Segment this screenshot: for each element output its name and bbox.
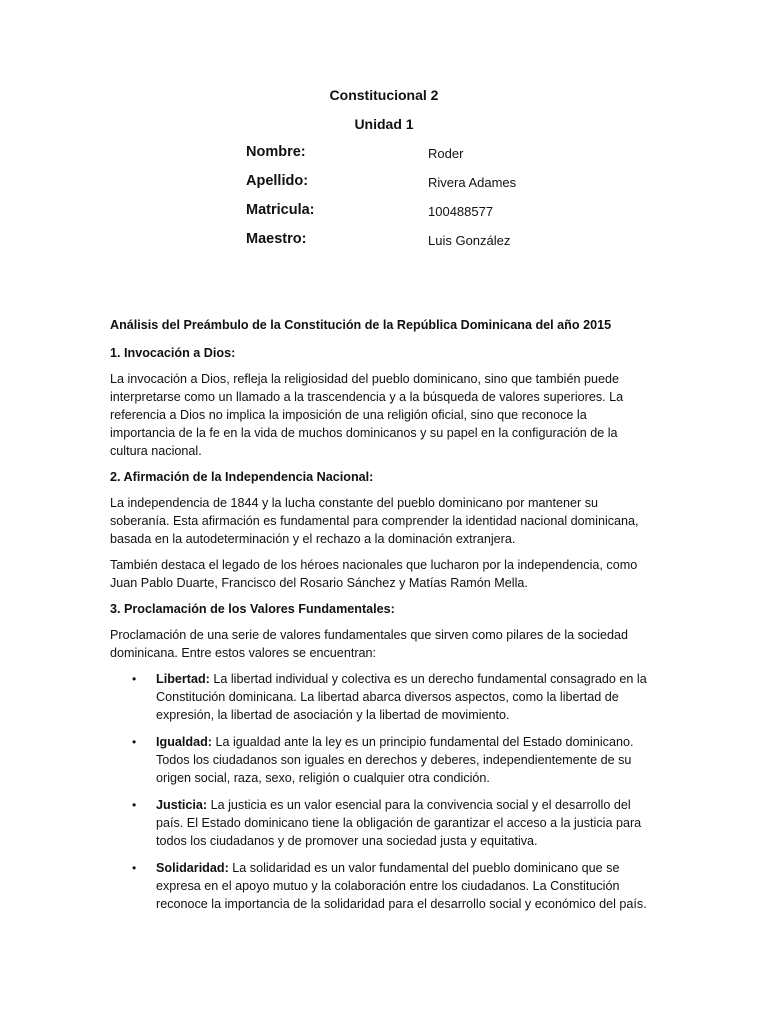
info-value: Roder xyxy=(428,146,464,161)
section-heading-independencia: 2. Afirmación de la Independencia Nacional: xyxy=(110,470,374,484)
value-text: La igualdad ante la ley es un principio fundamental del Estado dominicano. Todos los ciudadanos son iguales en derechos y deberes, independientemente de su origen social, raza, sexo, religión o cualquier otra condición. xyxy=(156,735,634,785)
info-label: Apellido: xyxy=(246,173,309,189)
section-heading-valores: 3. Proclamación de los Valores Fundamentales: xyxy=(110,602,395,616)
bullet-icon: • xyxy=(132,735,137,749)
bullet-icon: • xyxy=(132,798,137,812)
document-body xyxy=(110,316,650,922)
value-text: La justicia es un valor esencial para la convivencia social y el desarrollo del país. El Estado dominicano tiene la obligación de garantizar el acceso a la justicia para todos los ciudadanos y de promover una sociedad justa y equitativa. xyxy=(156,798,642,848)
paragraph-independencia: La independencia de 1844 y la lucha constante del pueblo dominicano por mantener su soberanía. Esta afirmación es fundamental para comprender la identidad nacional dominicana, basada en la autodeterminación y el rechazo a la dominación extranjera. xyxy=(110,496,639,546)
info-value: Luis González xyxy=(428,233,511,248)
bullet-icon: • xyxy=(132,672,137,686)
info-value: Rivera Adames xyxy=(428,175,517,190)
value-term: Solidaridad: xyxy=(156,861,229,875)
info-label: Nombre: xyxy=(246,144,306,160)
info-value: 100488577 xyxy=(428,204,494,219)
student-info xyxy=(246,144,606,260)
main-heading: Análisis del Preámbulo de la Constitución de la República Dominicana del año 2015 xyxy=(110,318,612,332)
paragraph-heroes: También destaca el legado de los héroes nacionales que lucharon por la independencia, como Juan Pablo Duarte, Francisco del Rosario Sánchez y Matías Ramón Mella. xyxy=(110,558,638,590)
info-label: Maestro: xyxy=(246,231,307,247)
paragraph-invocacion: La invocación a Dios, refleja la religiosidad del pueblo dominicano, sino que también puede interpretarse como un llamado a la trascendencia y a la búsqueda de valores superiores. La referencia a Dios no implica la imposición de una religión oficial, sino que reconoce la importancia de la fe en la vida de muchos dominicanos y su papel en la configuración de la cultura nacional. xyxy=(110,372,624,458)
list-item xyxy=(110,670,650,724)
value-term: Libertad: xyxy=(156,672,210,686)
info-row-matricula xyxy=(246,202,606,231)
section-heading-invocacion: 1. Invocación a Dios: xyxy=(110,346,236,360)
list-item xyxy=(110,859,650,913)
info-row-apellido xyxy=(246,173,606,202)
value-text: La solidaridad es un valor fundamental del pueblo dominicano que se expresa en el apoyo mutuo y la colaboración entre los ciudadanos. La Constitución reconoce la importancia de la solidaridad para el desarrollo social y económico del país. xyxy=(156,861,647,911)
list-item xyxy=(110,733,650,787)
unit-title: Unidad 1 xyxy=(354,116,414,132)
course-title: Constitucional 2 xyxy=(329,87,439,103)
info-row-nombre xyxy=(246,144,606,173)
value-term: Igualdad: xyxy=(156,735,212,749)
value-term: Justicia: xyxy=(156,798,208,812)
info-label: Matricula: xyxy=(246,202,315,218)
value-text: La libertad individual y colectiva es un derecho fundamental consagrado en la Constitución dominicana. La libertad abarca diversos aspectos, como la libertad de expresión, la libertad de asociación y la libertad de movimiento. xyxy=(156,672,647,722)
info-row-maestro xyxy=(246,231,606,260)
bullet-icon: • xyxy=(132,861,137,875)
list-item xyxy=(110,796,650,850)
values-list xyxy=(110,670,650,913)
paragraph-valores: Proclamación de una serie de valores fundamentales que sirven como pilares de la sociedad dominicana. Entre estos valores se encuentran: xyxy=(110,628,629,660)
